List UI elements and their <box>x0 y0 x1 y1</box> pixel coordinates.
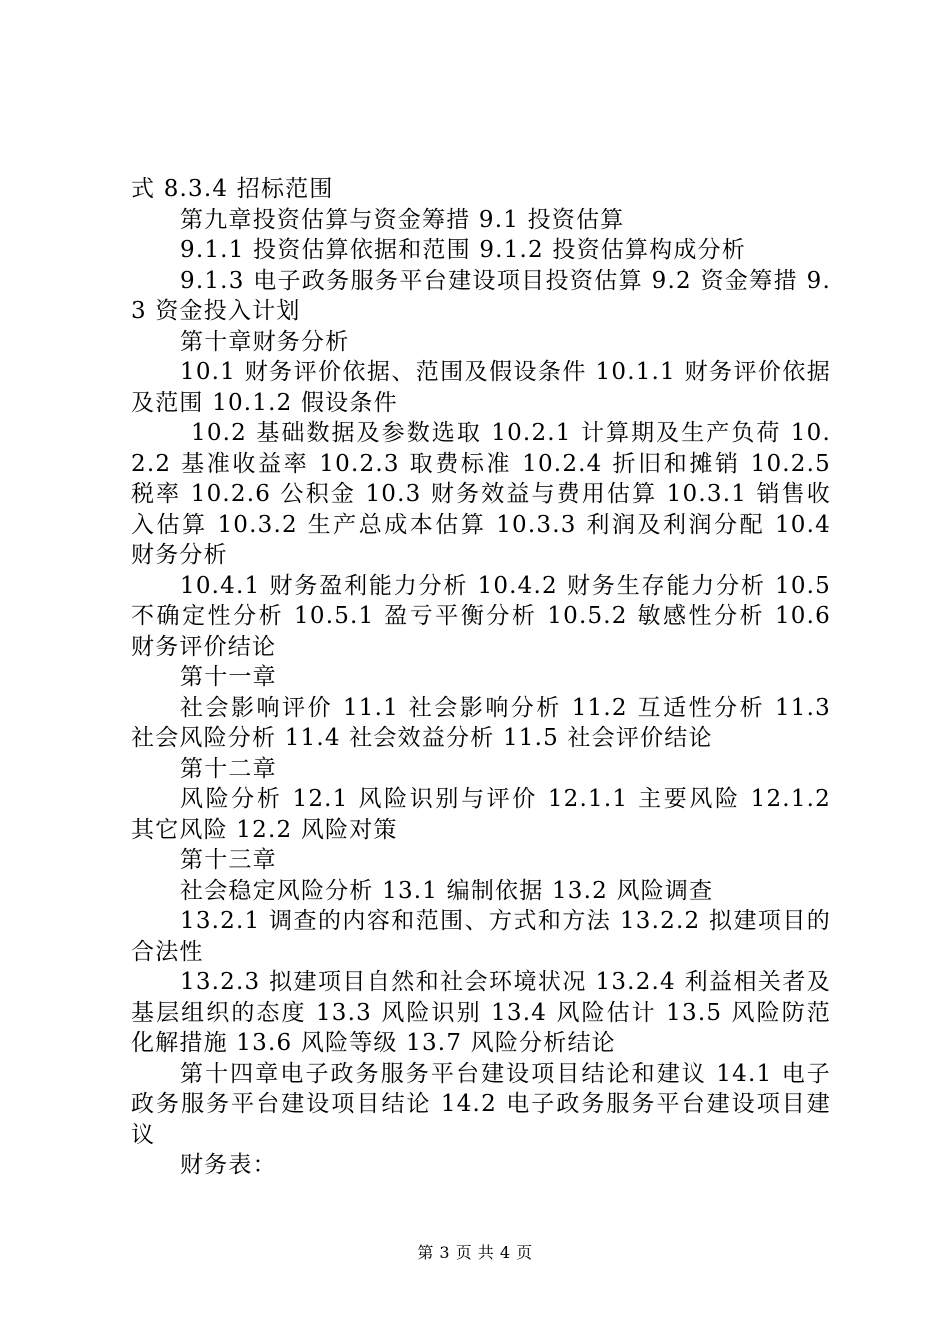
paragraph-11: 第十二章 <box>180 755 277 782</box>
paragraph-17: 第十四章电子政务服务平台建设项目结论和建议 14.1 电子政务服务平台建设项目结论 14.2 电子政务服务平台建设项目建议 <box>131 1060 831 1148</box>
paragraph-16: 13.2.3 拟建项目自然和社会环境状况 13.2.4 利益相关者及基层组织的态度 13.3 风险识别 13.4 风险估计 13.5 风险防范化解措施 13.6 风险等级 13.7 风险分析结论 <box>131 969 831 1056</box>
paragraph-18: 财务表： <box>180 1152 277 1178</box>
paragraph-1: 式 8.3.4 招标范围 <box>131 176 334 202</box>
paragraph-15: 13.2.1 调查的内容和范围、方式和方法 13.2.2 拟建项目的合法性 <box>131 908 831 965</box>
paragraph-2: 第九章投资估算与资金筹措 9.1 投资估算 <box>180 206 625 233</box>
paragraph-3: 9.1.1 投资估算依据和范围 9.1.2 投资估算构成分析 <box>180 237 746 263</box>
paragraph-8: 10.4.1 财务盈利能力分析 10.4.2 财务生存能力分析 10.5 不确定性分析 10.5.1 盈亏平衡分析 10.5.2 敏感性分析 10.6 财务评价结论 <box>131 572 831 660</box>
paragraph-7: 10.2 基础数据及参数选取 10.2.1 计算期及生产负荷 10.2.2 基准收益率 10.2.3 取费标准 10.2.4 折旧和摊销 10.2.5 税率 10.2.6 公积金 10.3 财务效益与费用估算 10.3.1 销售收入估算 10.3.2 生产总成本估算 10.3.3 利润及利润分配 10.4 财务分析 <box>131 420 831 568</box>
document-body <box>131 174 831 1181</box>
paragraph-5: 第十章财务分析 <box>180 328 350 355</box>
paragraph-14: 社会稳定风险分析 13.1 编制依据 13.2 风险调查 <box>180 877 714 904</box>
page-number-footer: 第 3 页 共 4 页 <box>417 1243 533 1262</box>
paragraph-12: 风险分析 12.1 风险识别与评价 12.1.1 主要风险 12.1.2 其它风险 12.2 风险对策 <box>131 786 831 843</box>
paragraph-13: 第十三章 <box>180 847 277 873</box>
paragraph-9: 第十一章 <box>180 664 277 690</box>
paragraph-4: 9.1.3 电子政务服务平台建设项目投资估算 9.2 资金筹措 9.3 资金投入计划 <box>131 267 831 324</box>
paragraph-10: 社会影响评价 11.1 社会影响分析 11.2 互适性分析 11.3 社会风险分析 11.4 社会效益分析 11.5 社会评价结论 <box>131 694 831 751</box>
paragraph-6: 10.1 财务评价依据、范围及假设条件 10.1.1 财务评价依据及范围 10.1.2 假设条件 <box>131 359 831 416</box>
